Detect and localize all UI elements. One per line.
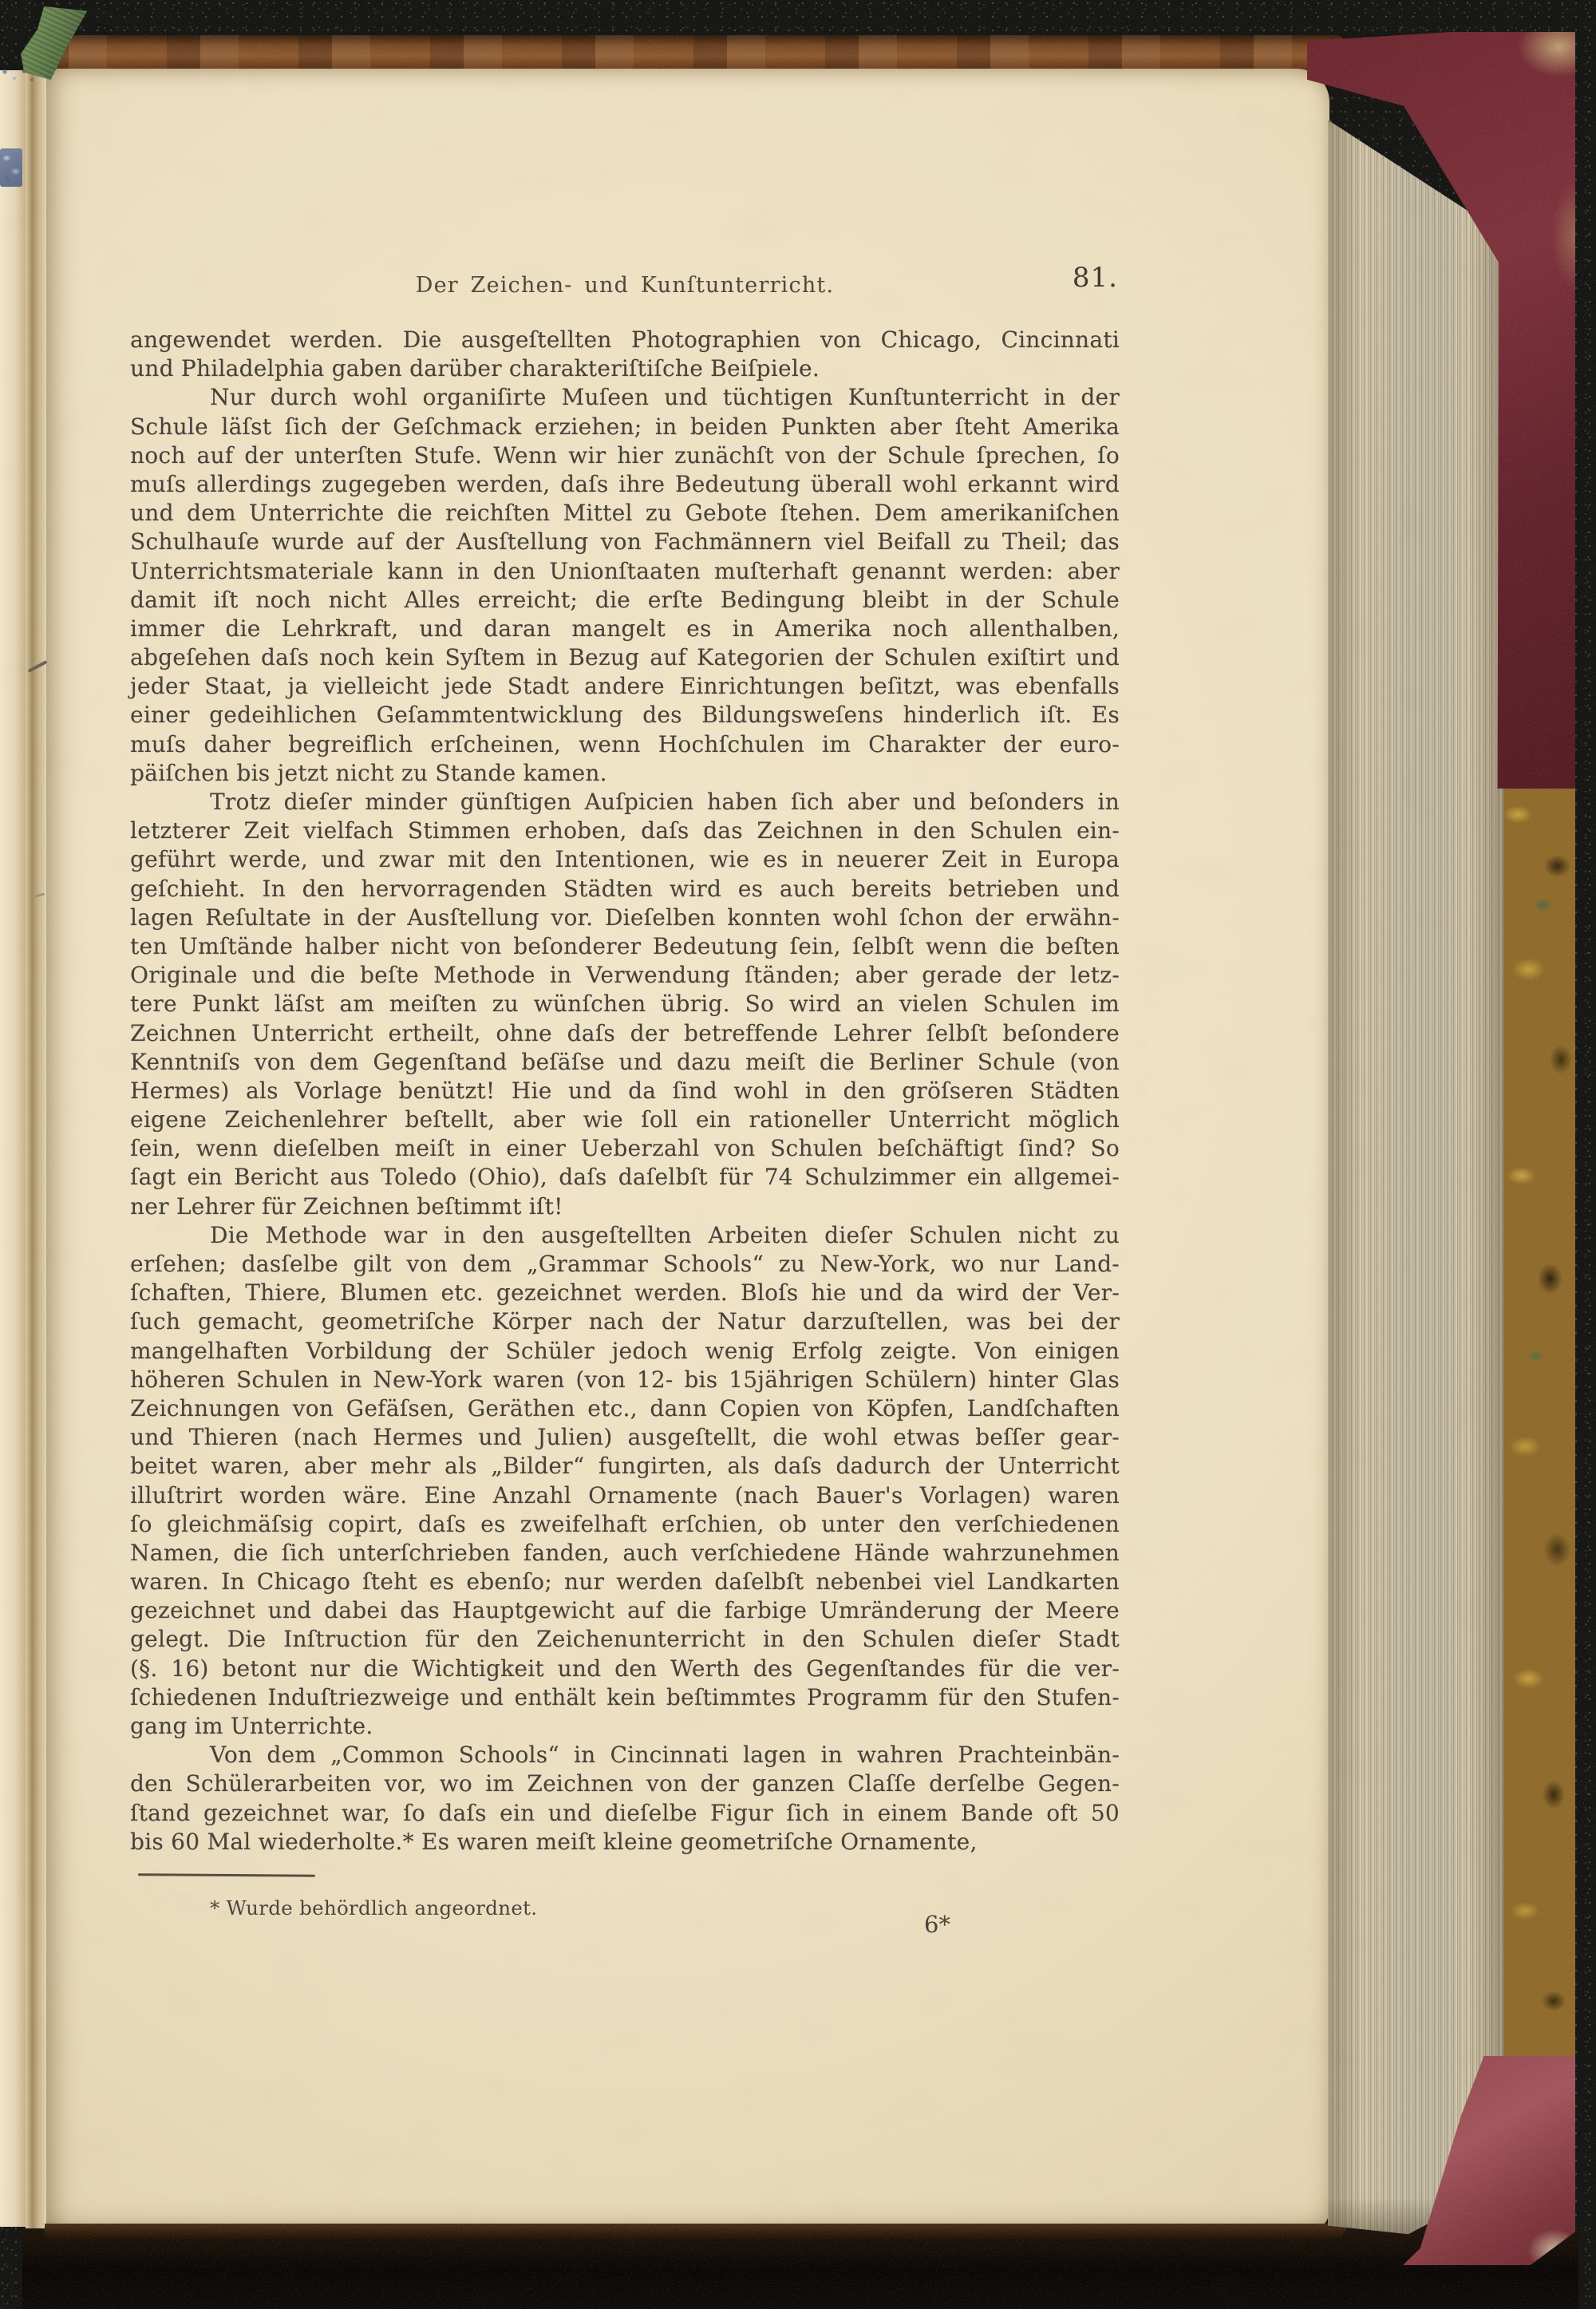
text-line: ner Lehrer für Zeichnen beſtimmt iſt!	[130, 1192, 563, 1220]
text-line: geführt werde, und zwar mit den Intentionen, wie es in neuerer Zeit in Europa	[130, 846, 1120, 873]
page-text	[130, 326, 1120, 1856]
text-line: noch auf der unterſten Stufe. Wenn wir hier zunächſt von der Schule ſprechen, ſo	[130, 441, 1120, 469]
text-line: illuſtrirt worden wäre. Eine Anzahl Ornamente (nach Bauer's Vorlagen) waren	[130, 1481, 1120, 1508]
text-line: damit iſt noch nicht Alles erreicht; die erſte Bedingung bleibt in der Schule	[130, 586, 1120, 613]
marbled-edge-chip	[0, 148, 22, 187]
footnote: * Wurde behördlich angeordnet.	[210, 1896, 538, 1920]
signature-mark: 6*	[924, 1911, 950, 1938]
text-line: beitet waren, aber mehr als „Bilder“ fungirten, als daſs dadurch der Unterricht	[130, 1453, 1120, 1480]
paragraph	[130, 326, 1120, 383]
marbled-cover-strip	[1503, 776, 1575, 2066]
paragraph	[130, 1741, 1120, 1856]
text-line: gezeichnet und dabei das Hauptgewicht auf die farbige Umränderung der Meere	[130, 1597, 1120, 1624]
text-line: muſs daher begreiflich erſcheinen, wenn Hochſchulen im Charakter der euro-	[130, 730, 1120, 757]
text-line: gang im Unterrichte.	[130, 1713, 373, 1739]
gutter-crease	[26, 69, 48, 2228]
running-title: Der Zeichen- und Kunſtunterricht.	[415, 273, 835, 298]
text-line: Namen, die ſich unterſchrieben fanden, auch verſchiedene Hände wahrzunehmen	[130, 1539, 1120, 1566]
text-line: ten Umſtände halber nicht von beſonderer Bedeutung ſein, ſelbſt wenn die beſten	[130, 932, 1120, 959]
text-line: Die Methode war in den ausgeſtellten Arbeiten dieſer Schulen nicht zu	[210, 1221, 1120, 1248]
text-line: ſtand gezeichnet war, ſo daſs ein und dieſelbe Figur ſich in einem Bande oft 50	[130, 1799, 1120, 1826]
paragraph	[130, 383, 1120, 788]
text-line: höheren Schulen in New-York waren (von 12- bis 15jährigen Schülern) hinter Glas	[130, 1366, 1120, 1393]
text-line: angewendet werden. Die ausgeſtellten Photographien von Chicago, Cincinnati	[130, 326, 1120, 353]
paragraph	[130, 1221, 1120, 1741]
fore-edge-pages	[1328, 94, 1507, 2243]
text-line: Hermes) als Vorlage benützt! Hie und da ſind wohl in den gröſseren Städten	[130, 1077, 1120, 1104]
text-line: Unterrichtsmateriale kann in den Unionſtaaten muſterhaft genannt werden: aber	[130, 557, 1120, 584]
text-line: ſagt ein Bericht aus Toledo (Ohio), daſs daſelbſt für 74 Schulzimmer ein allgemei-	[130, 1164, 1120, 1191]
text-line: eigene Zeichenlehrer beſtellt, aber wie ſoll ein rationeller Unterricht möglich	[130, 1106, 1120, 1133]
text-line: Von dem „Common Schools“ in Cincinnati lagen in wahren Prachteinbän-	[210, 1742, 1120, 1769]
footnote-rule	[138, 1873, 315, 1877]
text-line: einer gedeihlichen Geſammtentwicklung des Bildungsweſens hinderlich iſt. Es	[130, 702, 1120, 729]
text-line: immer die Lehrkraft, und daran mangelt es in Amerika noch allenthalben,	[130, 615, 1120, 642]
text-line: ſchiedenen Induſtriezweige und enthält kein beſtimmtes Programm für den Stufen-	[130, 1683, 1120, 1710]
text-line: den Schülerarbeiten vor, wo im Zeichnen von der ganzen Claſſe derſelbe Gegen-	[130, 1770, 1120, 1797]
text-line: Originale und die beſte Methode in Verwendung ſtänden; aber gerade der letz-	[130, 962, 1120, 989]
text-line: bis 60 Mal wiederholte.* Es waren meiſt kleine geometriſche Ornamente,	[130, 1828, 978, 1855]
page-bottom-edge	[45, 2224, 1347, 2240]
paragraph	[130, 788, 1120, 1221]
text-line: Schule läſst ſich der Geſchmack erziehen; in beiden Punkten aber ſteht Amerika	[130, 413, 1120, 440]
text-line: gelegt. Die Inſtruction für den Zeichenunterricht in den Schulen dieſer Stadt	[130, 1626, 1120, 1653]
text-line: Zeichnen Unterricht ertheilt, ohne daſs der betreffende Lehrer ſelbſt beſondere	[130, 1019, 1120, 1046]
text-line: Kenntniſs von dem Gegenſtand beſäſse und dazu meiſt die Berliner Schule (von	[130, 1048, 1120, 1075]
text-line: Trotz dieſer minder günſtigen Auſpicien haben ſich aber und beſonders in	[210, 789, 1120, 815]
text-line: geſchieht. In den hervorragenden Städten wird es auch bereits betrieben und	[130, 875, 1120, 902]
text-line: ſein, wenn dieſelben meiſt in einer Ueberzahl von Schulen beſchäftigt ſind? So	[130, 1135, 1120, 1162]
text-line: ſchaften, Thiere, Blumen etc. gezeichnet werden. Bloſs hie und da wird der Ver-	[130, 1279, 1120, 1307]
text-line: letzterer Zeit vielfach Stimmen erhoben, daſs das Zeichnen in den Schulen ein-	[130, 817, 1120, 844]
text-line: und Thieren (nach Hermes und Julien) ausgeſtellt, die wohl etwas beſſer gear-	[130, 1424, 1120, 1451]
text-line: jeder Staat, ja vielleicht jede Stadt andere Einrichtungen beſitzt, was ebenfalls	[130, 673, 1120, 700]
text-line: und dem Unterrichte die reichſten Mittel zu Gebote ſtehen. Dem amerikaniſchen	[130, 500, 1120, 527]
text-line: Nur durch wohl organiſirte Muſeen und tüchtigen Kunſtunterricht in der	[210, 384, 1120, 411]
text-line: tere Punkt läſst am meiſten zu wünſchen übrig. So wird an vielen Schulen im	[130, 990, 1120, 1018]
text-line: waren. In Chicago ſteht es ebenſo; nur werden daſelbſt nebenbei viel Landkarten	[130, 1568, 1120, 1595]
book-page	[46, 69, 1329, 2233]
text-line: und Philadelphia gaben darüber charakteriſtiſche Beiſpiele.	[130, 355, 820, 382]
text-line: Schulhauſe wurde auf der Ausſtellung von Fachmännern viel Beifall zu Theil; das	[130, 528, 1120, 556]
text-line: mangelhaften Vorbildung der Schüler jedoch wenig Erfolg zeigte. Von einigen	[130, 1337, 1120, 1364]
text-line: päiſchen bis jetzt nicht zu Stande kamen.	[130, 759, 607, 786]
page-header	[130, 262, 1120, 314]
text-line: lagen Reſultate in der Ausſtellung vor. Dieſelben konnten wohl ſchon der erwähn-	[130, 903, 1120, 931]
text-line: ſo gleichmäſsig copirt, daſs es zweifelhaft erſchien, ob unter den verſchiedenen	[130, 1510, 1120, 1537]
text-line: Zeichnungen von Gefäſsen, Geräthen etc., dann Copien von Köpfen, Landſchaften	[130, 1394, 1120, 1421]
text-line: abgeſehen daſs noch kein Syſtem in Bezug auf Kategorien der Schulen exiſtirt und	[130, 644, 1120, 671]
facing-page-edge	[0, 70, 27, 2227]
page-number: 81.	[1072, 262, 1118, 294]
text-line: muſs allerdings zugegeben werden, daſs ihre Bedeutung überall wohl erkannt wird	[130, 470, 1120, 497]
text-line: (§. 16) betont nur die Wichtigkeit und den Werth des Gegenſtandes für die ver-	[130, 1655, 1120, 1682]
text-line: ſuch gemacht, geometriſche Körper nach der Natur darzuſtellen, was bei der	[130, 1308, 1120, 1335]
text-line: erſehen; dasſelbe gilt von dem „Grammar Schools“ zu New-York, wo nur Land-	[130, 1251, 1120, 1277]
